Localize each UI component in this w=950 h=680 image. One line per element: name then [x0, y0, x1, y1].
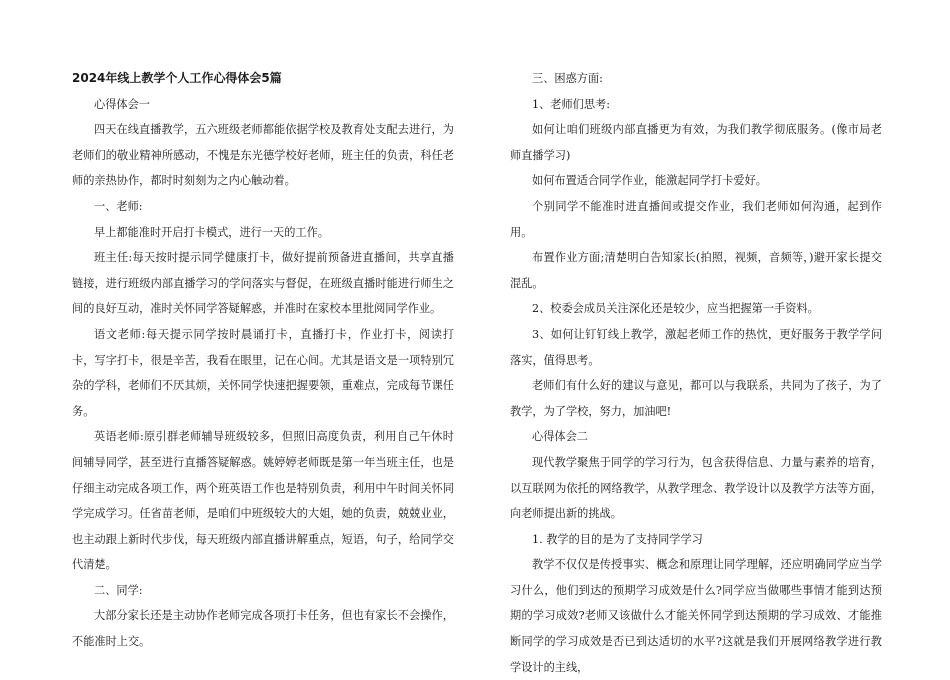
paragraph: 语文老师:每天提示同学按时晨诵打卡，直播打卡，作业打卡，阅读打卡，写字打卡，很是辛苦，我看在眼里，记在心间。尤其是语文是一项特别冗杂的学科，老师们不厌其烦，关怀同学快速把握要领，重难点，完成每节课任务。 — [72, 327, 454, 418]
section-heading: 二、同学: — [94, 583, 143, 597]
paragraph: 班主任:每天按时提示同学健康打卡，做好提前预备进直播间，共享直播链接，进行班级内部直播学习的学问落实与督促，在班级直播时能进行师生之间的良好互动，准时关怀同学答疑解惑，并准时在家校本里批阅同学作业。 — [72, 251, 454, 316]
paragraph: 布置作业方面;清楚明白告知家长(拍照，视频，音频等，)避开家长提交混乱。 — [510, 251, 882, 290]
paragraph: 2、校委会成员关注深化还是较少，应当把握第一手资料。 — [532, 302, 819, 316]
paragraph: 大部分家长还是主动协作老师完成各项打卡任务，但也有家长不会操作，不能准时上交。 — [72, 609, 454, 649]
paragraph: 如何让咱们班级内部直播更为有效，为我们教学彻底服务。(像市局老师直播学习) — [510, 123, 882, 162]
paragraph: 老师们有什么好的建议与意见，都可以与我联系，共同为了孩子，为了教学，为了学校，努力，加油吧! — [510, 379, 882, 418]
paragraph: 四天在线直播教学，五六班级老师都能依据学校及教育处支配去进行，为老师们的敬业精神所感动，不愧是东光德学校好老师，班主任的负责，科任老师的亲热协作，都时时刻刻为之内心触动着。 — [72, 123, 454, 188]
paragraph: 英语老师:原引群老师辅导班级较多，但照旧高度负责，利用自己午休时间辅导同学，甚至进行直播答疑解惑。姚婷婷老师既是第一年当班主任，也是仔细主动完成各项工作，两个班英语工作也是特别负责，利用中午时间关怀同学完成学习。任省苗老师，是咱们中班级较大的大姐，她的负责，兢兢业业，也主动跟上新时代步伐，每天班级内部直播讲解重点，短语，句子，给同学交代清楚。 — [72, 430, 454, 572]
subheading: 1. 教学的目的是为了支持同学学习 — [532, 532, 703, 546]
page-title: 2024年线上教学个人工作心得体会5篇 — [72, 71, 282, 85]
paragraph: 3、如何让钉钉线上教学，激起老师工作的热忱，更好服务于教学学问落实，值得思考。 — [510, 327, 882, 367]
subheading: 1、老师们思考: — [532, 97, 611, 111]
paragraph: 教学不仅仅是传授事实、概念和原理让同学理解，还应明确同学应当学习什么，他们到达的预期学习成效是什么?同学应当做哪些事情才能到达预期的学习成效?老师又该做什么才能关怀同学到达预期的学习成效、才能推断同学的学习成效是否已到达适切的水平?这就是我们开展网络教学进行教学设计的主线， — [510, 558, 882, 674]
right-column — [510, 66, 882, 680]
heading-essay-two: 心得体会二 — [532, 430, 588, 444]
paragraph: 现代教学聚焦于同学的学习行为，包含获得信息、力量与素养的培育，以互联网为依托的网络教学，从教学理念、教学设计以及教学方法等方面，向老师提出新的挑战。 — [510, 455, 882, 521]
section-heading: 一、老师: — [94, 199, 143, 213]
heading-essay-one: 心得体会一 — [94, 97, 150, 111]
paragraph: 早上都能准时开启打卡模式，进行一天的工作。 — [94, 225, 329, 239]
paragraph: 个别同学不能准时进直播间或提交作业，我们老师如何沟通，起到作用。 — [510, 199, 882, 239]
paragraph: 如何布置适合同学作业，能激起同学打卡爱好。 — [532, 174, 767, 188]
section-heading: 三、困惑方面: — [532, 72, 603, 85]
left-column — [72, 66, 454, 655]
